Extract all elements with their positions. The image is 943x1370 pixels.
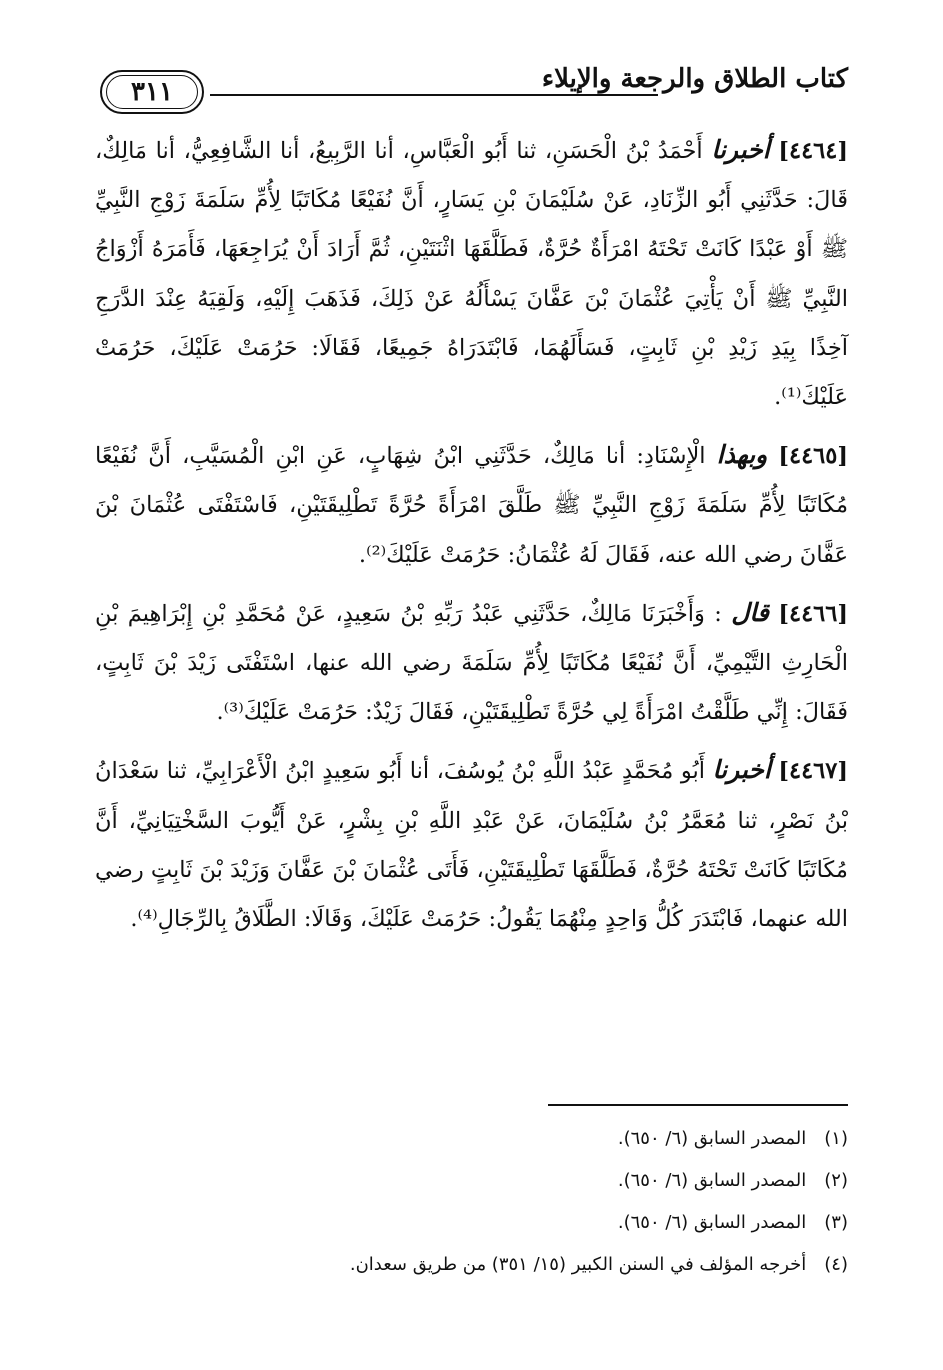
footnote-number: (٤) bbox=[824, 1254, 848, 1275]
hadith-paragraph bbox=[95, 430, 848, 580]
footnote bbox=[95, 1160, 848, 1202]
footnote-separator bbox=[548, 1104, 848, 1106]
header-rule bbox=[210, 94, 658, 96]
page-header bbox=[100, 62, 848, 122]
hadith-number: [٤٤٦٦] bbox=[778, 600, 848, 627]
footnote bbox=[95, 1202, 848, 1244]
footnote-text: المصدر السابق (٦/ ٦٥٠). bbox=[617, 1212, 807, 1233]
hadith-lead-word: وبهذا bbox=[716, 440, 768, 470]
footnotes bbox=[95, 1118, 848, 1286]
footnote-text: أخرجه المؤلف في السنن الكبير (١٥/ ٣٥١) من طريق سعدان. bbox=[349, 1254, 807, 1275]
footnote-number: (٣) bbox=[824, 1212, 848, 1233]
footnote-number: (١) bbox=[824, 1128, 848, 1149]
footnote-text: المصدر السابق (٦/ ٦٥٠). bbox=[617, 1128, 807, 1149]
footnote bbox=[95, 1244, 848, 1286]
running-title: كتاب الطلاق والرجعة والإيلاء bbox=[541, 64, 848, 94]
hadith-paragraph bbox=[95, 125, 848, 422]
hadith-number: [٤٤٦٧] bbox=[778, 758, 849, 785]
hadith-lead-word: قال bbox=[731, 597, 769, 627]
hadith-number: [٤٤٦٤] bbox=[778, 138, 849, 164]
hadith-text: الْإِسْنَادِ: أنا مَالِكٌ، حَدَّثَنِي ابْنُ شِهَابٍ، عَنِ ابْنِ الْمُسَيَّبِ، أَنَّ نُفَيْعًا مُكَاتَبًا لِأُمِّ سَلَمَةَ زَوْجِ النَّبِيِّ ﷺ طَلَّقَ امْرَأَةً حُرَّةً تَطْلِيقَتَيْنِ، فَاسْتَفْتَى عُثْمَانَ بْنَ عَفَّانَ رضي الله عنه، فَقَالَ لَهُ عُثْمَانُ: حَرُمَتْ عَلَيْكَ⁽²⁾. bbox=[95, 443, 848, 568]
hadith-number: [٤٤٦٥] bbox=[778, 443, 848, 470]
hadith-paragraph bbox=[95, 745, 848, 944]
hadith-text: أَبُو مُحَمَّدٍ عَبْدُ اللَّهِ بْنُ يُوسُفَ، أنا أَبُو سَعِيدٍ ابْنُ الْأَعْرَابِيِّ، ثنا سَعْدَانُ بْنُ نَصْرٍ، ثنا مُعَمَّرُ بْنُ سُلَيْمَانَ، عَنْ عَبْدِ اللَّهِ بْنِ بِشْرٍ، عَنْ أَيُّوبَ السَّخْتِيَانِيِّ، أَنَّ مُكَاتَبًا كَانَتْ تَحْتَهُ حُرَّةٌ، فَطَلَّقَهَا تَطْلِيقَتَيْنِ، فَأَتَى عُثْمَانَ بْنَ عَفَّانَ وَزَيْدَ بْنَ ثَابِتٍ رضي الله عنهما، فَابْتَدَرَ كُلُّ وَاحِدٍ مِنْهُمَا يَقُولُ: حَرُمَتْ عَلَيْكَ، وَقَالَا: الطَّلَاقُ بِالرِّجَالِ⁽⁴⁾. bbox=[95, 758, 848, 933]
main-text bbox=[95, 125, 848, 952]
hadith-text: : وَأَخْبَرَنَا مَالِكٌ، حَدَّثَنِي عَبْدُ رَبِّهِ بْنُ سَعِيدٍ، عَنْ مُحَمَّدِ بْنِ إِبْرَاهِيمَ بْنِ الْحَارِثِ التَّيْمِيِّ، أَنَّ نُفَيْعًا مُكَاتَبًا لِأُمِّ سَلَمَةَ رضي الله عنها، اسْتَفْتَى زَيْدَ بْنَ ثَابِتٍ، فَقَالَ: إِنِّي طَلَّقْتُ امْرَأَةً لِي حُرَّةً تَطْلِيقَتَيْنِ، فَقَالَ زَيْدٌ: حَرُمَتْ عَلَيْكَ⁽³⁾. bbox=[95, 600, 848, 726]
page-number-badge bbox=[100, 70, 204, 114]
hadith-text: أَحْمَدُ بْنُ الْحَسَنِ، ثنا أَبُو الْعَبَّاسِ، أنا الرَّبِيعُ، أنا الشَّافِعِيُّ، أنا مَالِكٌ، قَالَ: حَدَّثَنِي أَبُو الزِّنَادِ، عَنْ سُلَيْمَانَ بْنِ يَسَارٍ، أَنَّ نُفَيْعًا مُكَاتَبًا لِأُمِّ سَلَمَةَ زَوْجِ النَّبِيِّ ﷺ أَوْ عَبْدًا كَانَتْ تَحْتَهُ امْرَأَةٌ حُرَّةٌ، فَطَلَّقَهَا اثْنَتَيْنِ، ثُمَّ أَرَادَ أَنْ يُرَاجِعَهَا، فَأَمَرَهُ أَزْوَاجُ النَّبِيِّ ﷺ أَنْ يَأْتِيَ عُثْمَانَ بْنَ عَفَّانَ يَسْأَلُهُ عَنْ ذَلِكَ، فَذَهَبَ إِلَيْهِ، وَلَقِيَهُ عِنْدَ الدَّرَجِ آخِذًا بِيَدِ زَيْدِ بْنِ ثَابِتٍ، فَسَأَلَهُمَا، فَابْتَدَرَاهُ جَمِيعًا، فَقَالَا: حَرُمَتْ عَلَيْكَ، حَرُمَتْ عَلَيْكَ⁽¹⁾. bbox=[95, 138, 848, 411]
hadith-lead-word: أخبرنا bbox=[711, 135, 770, 164]
footnote bbox=[95, 1118, 848, 1160]
hadith-paragraph bbox=[95, 588, 848, 738]
hadith-lead-word: أخبرنا bbox=[712, 755, 771, 785]
footnote-number: (٢) bbox=[824, 1170, 848, 1191]
page-number: ٣١١ bbox=[131, 77, 173, 107]
footnote-text: المصدر السابق (٦/ ٦٥٠). bbox=[617, 1170, 807, 1191]
